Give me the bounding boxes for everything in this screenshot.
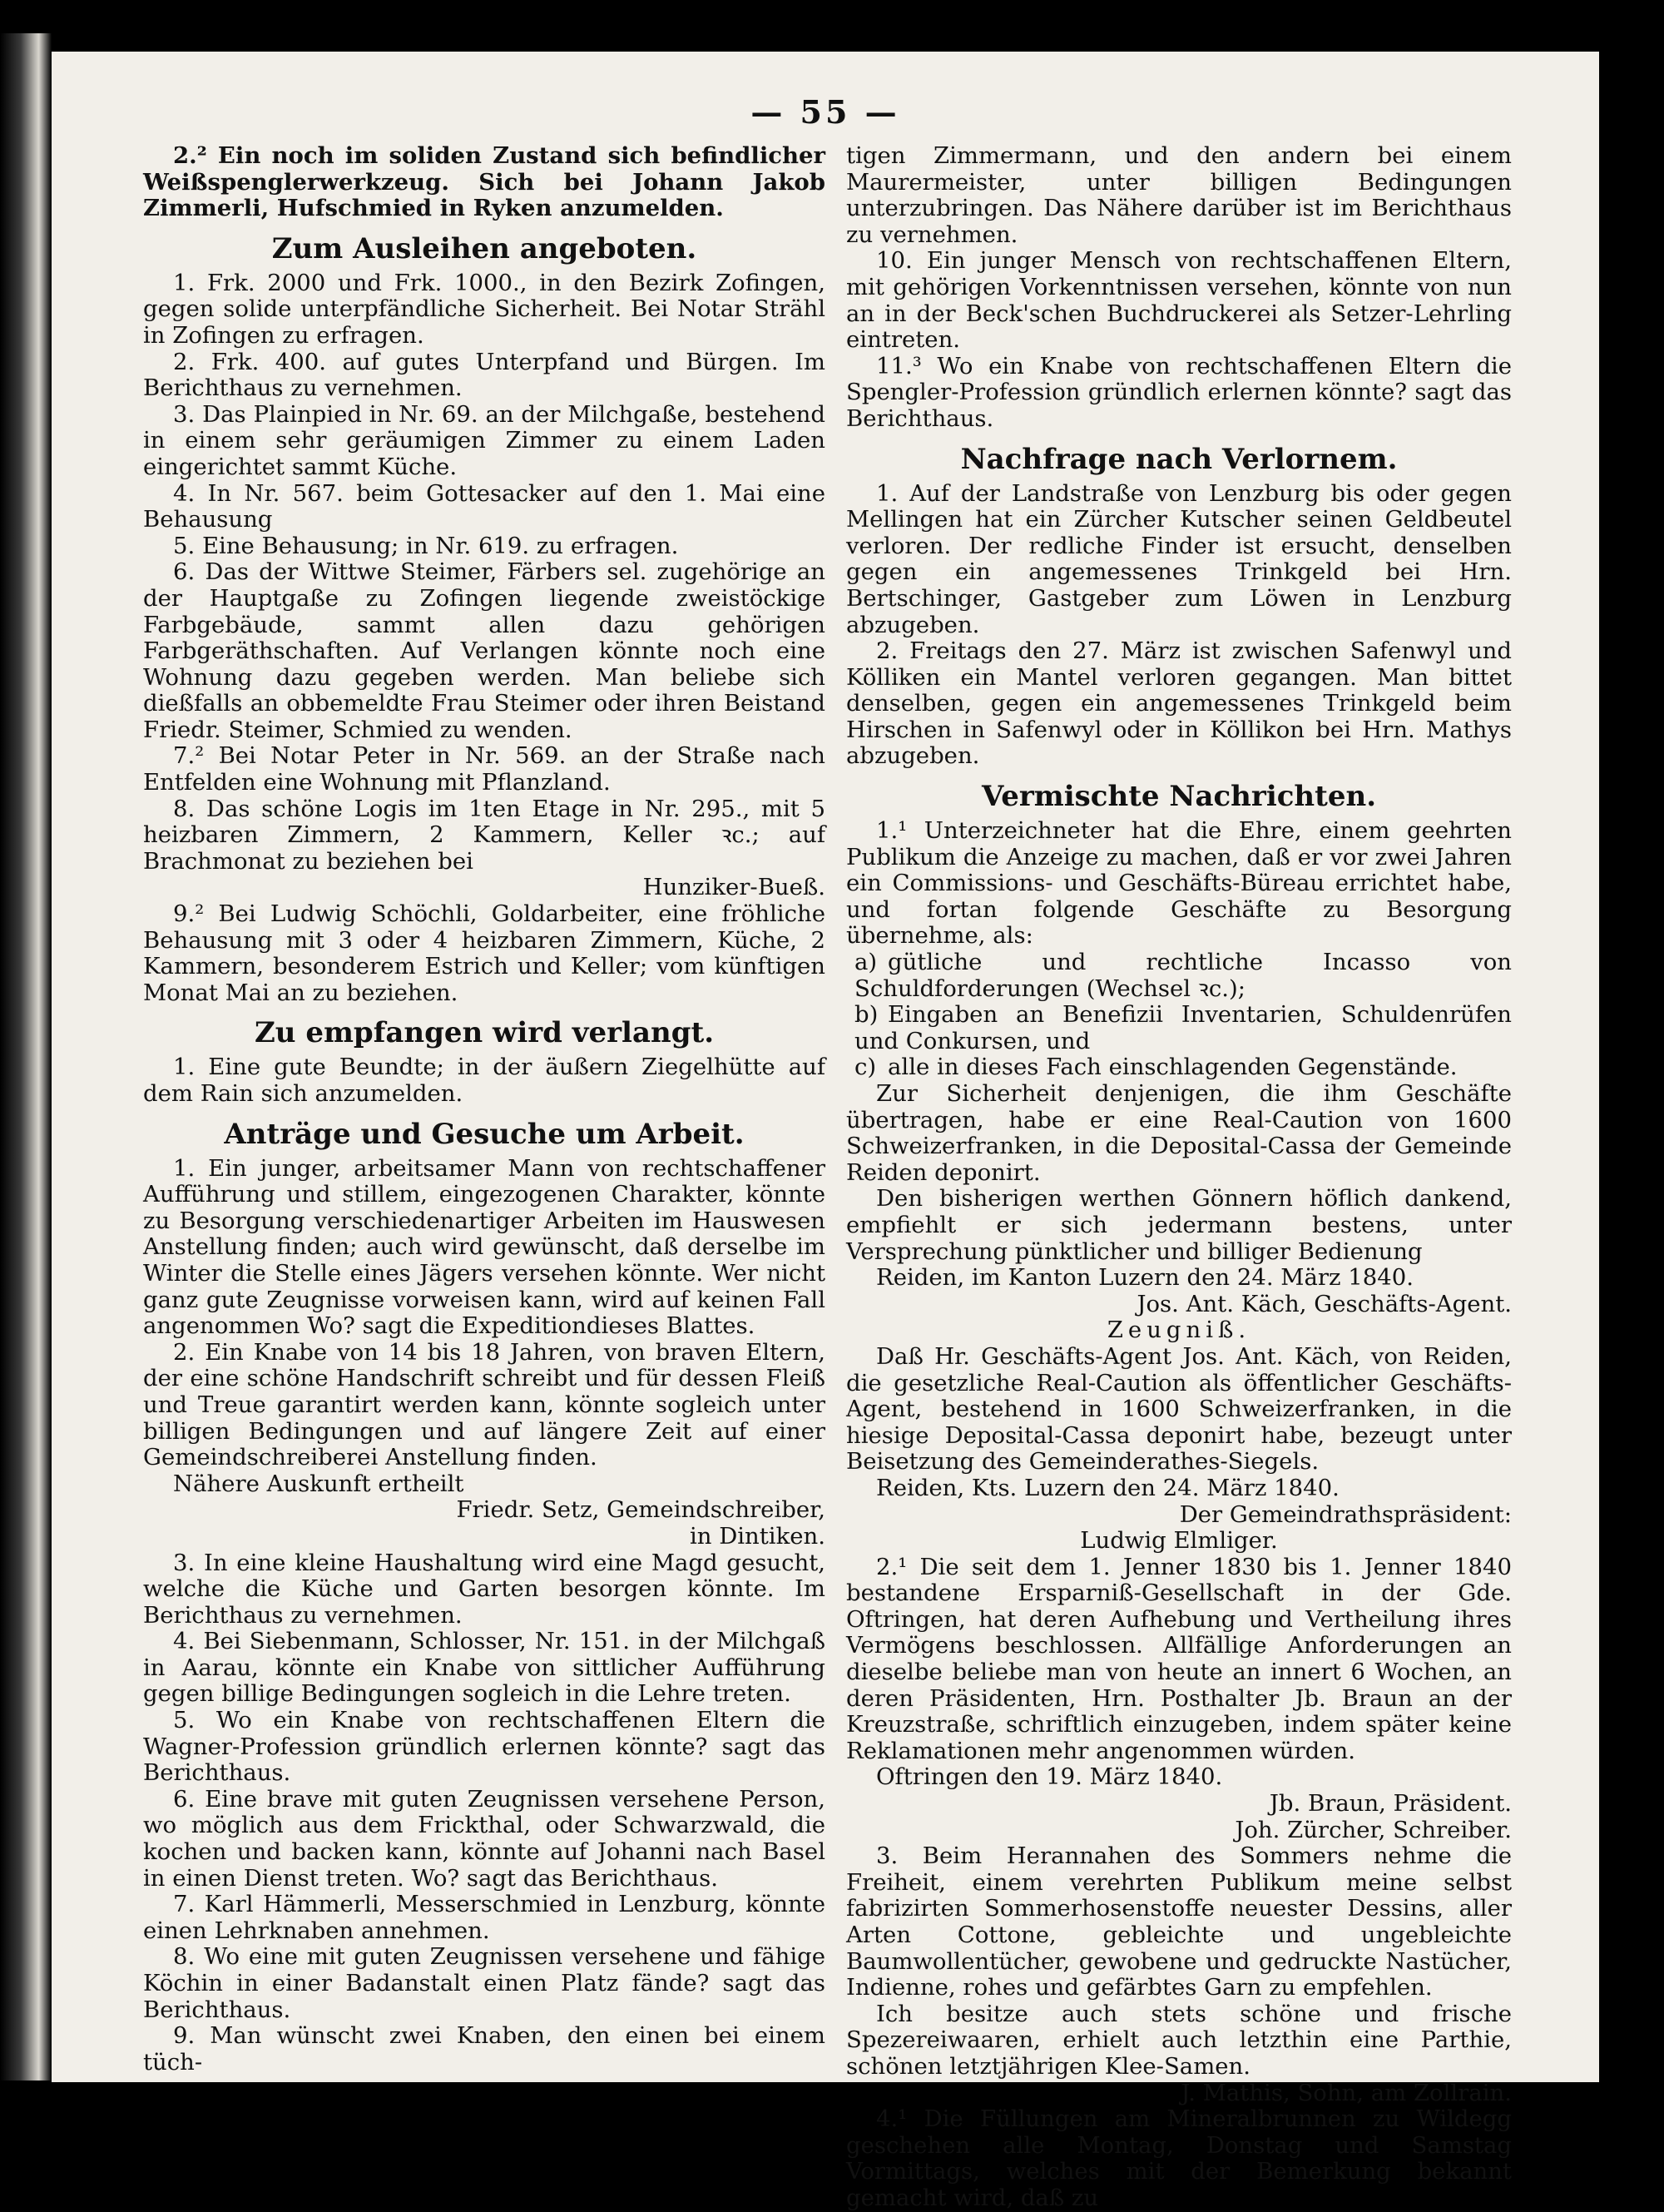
- list-label: a): [854, 949, 878, 976]
- list-label: c): [854, 1054, 877, 1081]
- nachfrage-item: 1. Auf der Landstraße von Lenzburg bis oder gegen Mellingen hat ein Zürcher Kutscher seinen Geldbeutel verloren. Der redliche Finder ist ersucht, denselben gegen ein angemessenes Trinkgeld bei Hrn. Bertschinger, Gastgeber zum Löwen in Lenzburg abzugeben.: [846, 479, 1512, 638]
- antraege-item: 1. Ein junger, arbeitsamer Mann von rechtschaffener Aufführung und stillem, eingezogenen Charakter, könnte zu Besorgung verschiedenartiger Arbeiten im Hauswesen Anstellung finden; auch wird gewünscht, daß derselbe im Winter die Stelle eines Jägers versehen könnte. Wer nicht ganz gute Zeugnisse vorweisen kann, wird auf keinen Fall angenommen Wo? sagt die Expeditiondieses Blattes.: [143, 1154, 825, 1340]
- vermischte-item: 1.¹ Unterzeichneter hat die Ehre, einem geehrten Publikum die Anzeige zu machen, daß er vor zwei Jahren ein Commissions- und Geschäfts-Büreau errichtet habe, und fortan folgende Geschäfte zu Besorgung übernehme, als:: [846, 817, 1512, 950]
- ausleihen-item: 5. Eine Behausung; in Nr. 619. zu erfragen.: [173, 532, 679, 559]
- antraege-item: 11.³ Wo ein Knabe von rechtschaffenen Eltern die Spengler-Profession gründlich erlernen könnte? sagt das Berichthaus.: [846, 352, 1512, 432]
- place-date: Oftringen den 19. März 1840.: [876, 1763, 1223, 1791]
- signature-zuercher: Joh. Zürcher, Schreiber.: [1235, 1816, 1512, 1843]
- antraege-item: 7. Karl Hämmerli, Messerschmied in Lenzburg, könnte einen Lehrknaben annehmen.: [143, 1891, 825, 1944]
- continuation-text: tigen Zimmermann, und den andern bei einem Maurermeister, unter billigen Bedingungen unterzubringen. Das Nähere darüber ist im Berichthaus zu vernehmen.: [846, 142, 1512, 248]
- ausleihen-item: 1. Frk. 2000 und Frk. 1000., in den Bezirk Zofingen, gegen solide unterpfändliche Sicherheit. Bei Notar Strähl in Zofingen zu erfragen.: [143, 269, 825, 349]
- ausleihen-item: 8. Das schöne Logis im 1ten Etage in Nr. 295., mit 5 heizbaren Zimmern, 2 Kammern, Keller ꝛc.; auf Brachmonat zu beziehen bei: [143, 795, 825, 875]
- page-number: — 55 —: [750, 93, 900, 131]
- service-list-item: [846, 1002, 1512, 1054]
- vermischte-item: 2.¹ Die seit dem 1. Jenner 1830 bis 1. Jenner 1840 bestandene Ersparniß-Gesellschaft in der Gde. Oftringen, hat deren Aufhebung und Vertheilung ihres Vermögens beschlossen. Allfällige Anforderungen an dieselbe beliebe man von heute an innert 6 Wochen, an deren Präsidenten, Hrn. Posthalter Jb. Braun an der Kreuzstraße, schriftlich einzugeben, indem später keine Reklamationen mehr angenommen würden.: [846, 1553, 1512, 1764]
- heading-ausleihen: Zum Ausleihen angeboten.: [271, 231, 697, 265]
- signature-mathis: J. Mathis, Sohn, am Zollrain.: [1181, 2079, 1512, 2106]
- signature-setz-place: in Dintiken.: [689, 1522, 825, 1550]
- heading-nachfrage: Nachfrage nach Verlornem.: [960, 442, 1398, 476]
- newspaper-page: [52, 52, 1599, 2211]
- heading-vermischte: Vermischte Nachrichten.: [981, 780, 1377, 814]
- antraege-item: 9. Man wünscht zwei Knaben, den einen bei einem tüch-: [143, 2022, 825, 2076]
- list-text: alle in dieses Fach einschlagenden Gegenstände.: [888, 1054, 1458, 1081]
- antraege-item-more: Nähere Auskunft ertheilt: [173, 1470, 464, 1497]
- left-column: [143, 143, 825, 2076]
- heading-antraege: Anträge und Gesuche um Arbeit.: [224, 1117, 745, 1151]
- list-text: gütliche und rechtliche Incasso von Schuldforderungen (Wechsel ꝛc.);: [854, 949, 1512, 1002]
- service-list-item: [846, 1054, 1512, 1081]
- list-text: Eingaben an Benefizii Inventarien, Schuldenrüfen und Conkursen, und: [854, 1001, 1512, 1054]
- antraege-item: 8. Wo eine mit guten Zeugnissen versehene und fähige Köchin in einer Badanstalt einen Platz fände? sagt das Berichthaus.: [143, 1943, 825, 2023]
- antraege-item: 5. Wo ein Knabe von rechtschaffenen Eltern die Wagner-Profession gründlich erlernen könnte? sagt das Berichthaus.: [143, 1707, 825, 1787]
- vermischte-item: 4.¹ Die Füllungen am Mineralbrunnen zu Wildegg geschehen alle Montag, Donstag und Samstag Vormittags, welches mit der Bemerkung bekannt gemacht wird, daß zu: [846, 2105, 1512, 2211]
- signature-hunziker: Hunziker-Bueß.: [642, 874, 825, 901]
- antraege-item: 4. Bei Siebenmann, Schlosser, Nr. 151. in der Milchgaß in Aarau, könnte ein Knabe von sittlicher Aufführung gegen billige Bedingungen sogleich in die Lehre treten.: [143, 1628, 825, 1708]
- empfangen-item: 1. Eine gute Beundte; in der äußern Ziegelhütte auf dem Rain sich anzumelden.: [143, 1054, 825, 1107]
- antraege-item: 6. Eine brave mit guten Zeugnissen versehene Person, wo möglich aus dem Frickthal, oder Schwarzwald, die kochen und backen kann, könnte auf Johanni nach Basel in einen Dienst treten. Wo? sagt das Berichthaus.: [143, 1785, 825, 1892]
- ausleihen-item: 4. In Nr. 567. beim Gottesacker auf den 1. Mai eine Behausung: [143, 479, 825, 533]
- vermischte-paragraph: Zur Sicherheit denjenigen, die ihm Geschäfte übertragen, habe er eine Real-Caution von 1600 Schweizerfranken, in die Deposital-Cassa der Gemeinde Reiden deponirt.: [846, 1080, 1512, 1186]
- place-date: Reiden, Kts. Luzern den 24. März 1840.: [876, 1474, 1340, 1501]
- service-list-item: [846, 950, 1512, 1002]
- ausleihen-item: 2. Frk. 400. auf gutes Unterpfand und Bürgen. Im Berichthaus zu vernehmen.: [143, 348, 825, 402]
- vermischte-paragraph: Ich besitze auch stets schöne und frische Spezereiwaaren, erhielt auch letzthin eine Parthie, schönen letztjährigen Klee-Samen.: [846, 2000, 1512, 2080]
- antraege-item: 3. In eine kleine Haushaltung wird eine Magd gesucht, welche die Küche und Garten besorgen könnte. Im Berichthaus zu vernehmen.: [143, 1549, 825, 1629]
- antraege-item: 2. Ein Knabe von 14 bis 18 Jahren, von braven Eltern, der eine schöne Handschrift schreibt und für dessen Fleiß und Treue garantirt werden kann, könnte sogleich unter billigen Bedingungen und auf längere Zeit auf einer Gemeindschreiberei Anstellung finden.: [143, 1338, 825, 1471]
- book-spine: [0, 33, 52, 2081]
- signature-elmliger: Ludwig Elmliger.: [1080, 1527, 1278, 1555]
- signature-title: Der Gemeindrathspräsident:: [1179, 1500, 1512, 1528]
- place-date: Reiden, im Kanton Luzern den 24. März 1840.: [876, 1264, 1414, 1292]
- signature-setz: Friedr. Setz, Gemeindschreiber,: [456, 1496, 825, 1524]
- vermischte-item: 3. Beim Herannahen des Sommers nehme die Freiheit, einem verehrten Publikum meine selbst fabrizirten Sommerhosenstoffe neuester Dessins, aller Arten Cottone, gebleichte und ungebleichte Baumwollentücher, gewobene und gedruckte Nastücher, Indienne, rohes und gefärbtes Garn zu empfehlen.: [846, 1843, 1512, 2001]
- heading-empfangen: Zu empfangen wird verlangt.: [254, 1016, 715, 1050]
- signature-braun: Jb. Braun, Präsident.: [1269, 1790, 1512, 1818]
- zeugnis-text: Daß Hr. Geschäfts-Agent Jos. Ant. Käch, von Reiden, die gesetzliche Real-Caution als öffentlicher Geschäfts-Agent, bestehend in 1600 Schweizerfranken, in die hiesige Deposital-Cassa deponirt habe, bezeugt unter Beisetzung des Gemeinderathes-Siegels.: [846, 1342, 1512, 1475]
- zeugnis-title: Zeugniß.: [1107, 1317, 1251, 1344]
- ausleihen-item: 9.² Bei Ludwig Schöchli, Goldarbeiter, eine fröhliche Behausung mit 3 oder 4 heizbaren Zimmern, Küche, 2 Kammern, besonderem Estrich und Keller; vom künftigen Monat Mai an zu beziehen.: [143, 900, 825, 1006]
- antraege-item: 10. Ein junger Mensch von rechtschaffenen Eltern, mit gehörigen Vorkenntnissen versehen, könnte von nun an in der Beck'schen Buchdruckerei als Setzer-Lehrling eintreten.: [846, 247, 1512, 354]
- nachfrage-item: 2. Freitags den 27. März ist zwischen Safenwyl und Kölliken ein Mantel verloren gegangen. Man bittet denselben, gegen ein angemessenes Trinkgeld beim Hirschen in Safenwyl oder in Köllikon bei Hrn. Mathys abzugeben.: [846, 637, 1512, 770]
- list-label: b): [854, 1001, 879, 1029]
- signature-kaech: Jos. Ant. Käch, Geschäfts-Agent.: [1137, 1290, 1512, 1317]
- ausleihen-item: 3. Das Plainpied in Nr. 69. an der Milchgaße, bestehend in einem sehr geräumigen Zimmer zu einem Laden eingerichtet sammt Küche.: [143, 400, 825, 480]
- vermischte-paragraph: Den bisherigen werthen Gönnern höflich dankend, empfiehlt er sich jedermann bestens, unter Versprechung pünktlicher und billiger Bedienung: [846, 1185, 1512, 1265]
- right-column: [846, 143, 1512, 2212]
- ausleihen-item: 7.² Bei Notar Peter in Nr. 569. an der Straße nach Entfelden eine Wohnung mit Pflanzland.: [143, 742, 825, 796]
- intro-notice: 2.² Ein noch im soliden Zustand sich befindlicher Weißspenglerwerkzeug. Sich bei Johann Jakob Zimmerli, Hufschmied in Ryken anzumelden.: [143, 142, 825, 222]
- ausleihen-item: 6. Das der Wittwe Steimer, Färbers sel. zugehörige an der Hauptgaße zu Zofingen liegende zweistöckige Farbgebäude, sammt allen dazu gehörigen Farbgeräthschaften. Auf Verlangen könnte noch eine Wohnung dazu gegeben werden. Man beliebe sich dießfalls an obbemeldte Frau Steimer oder ihren Beistand Friedr. Steimer, Schmied zu wenden.: [143, 558, 825, 743]
